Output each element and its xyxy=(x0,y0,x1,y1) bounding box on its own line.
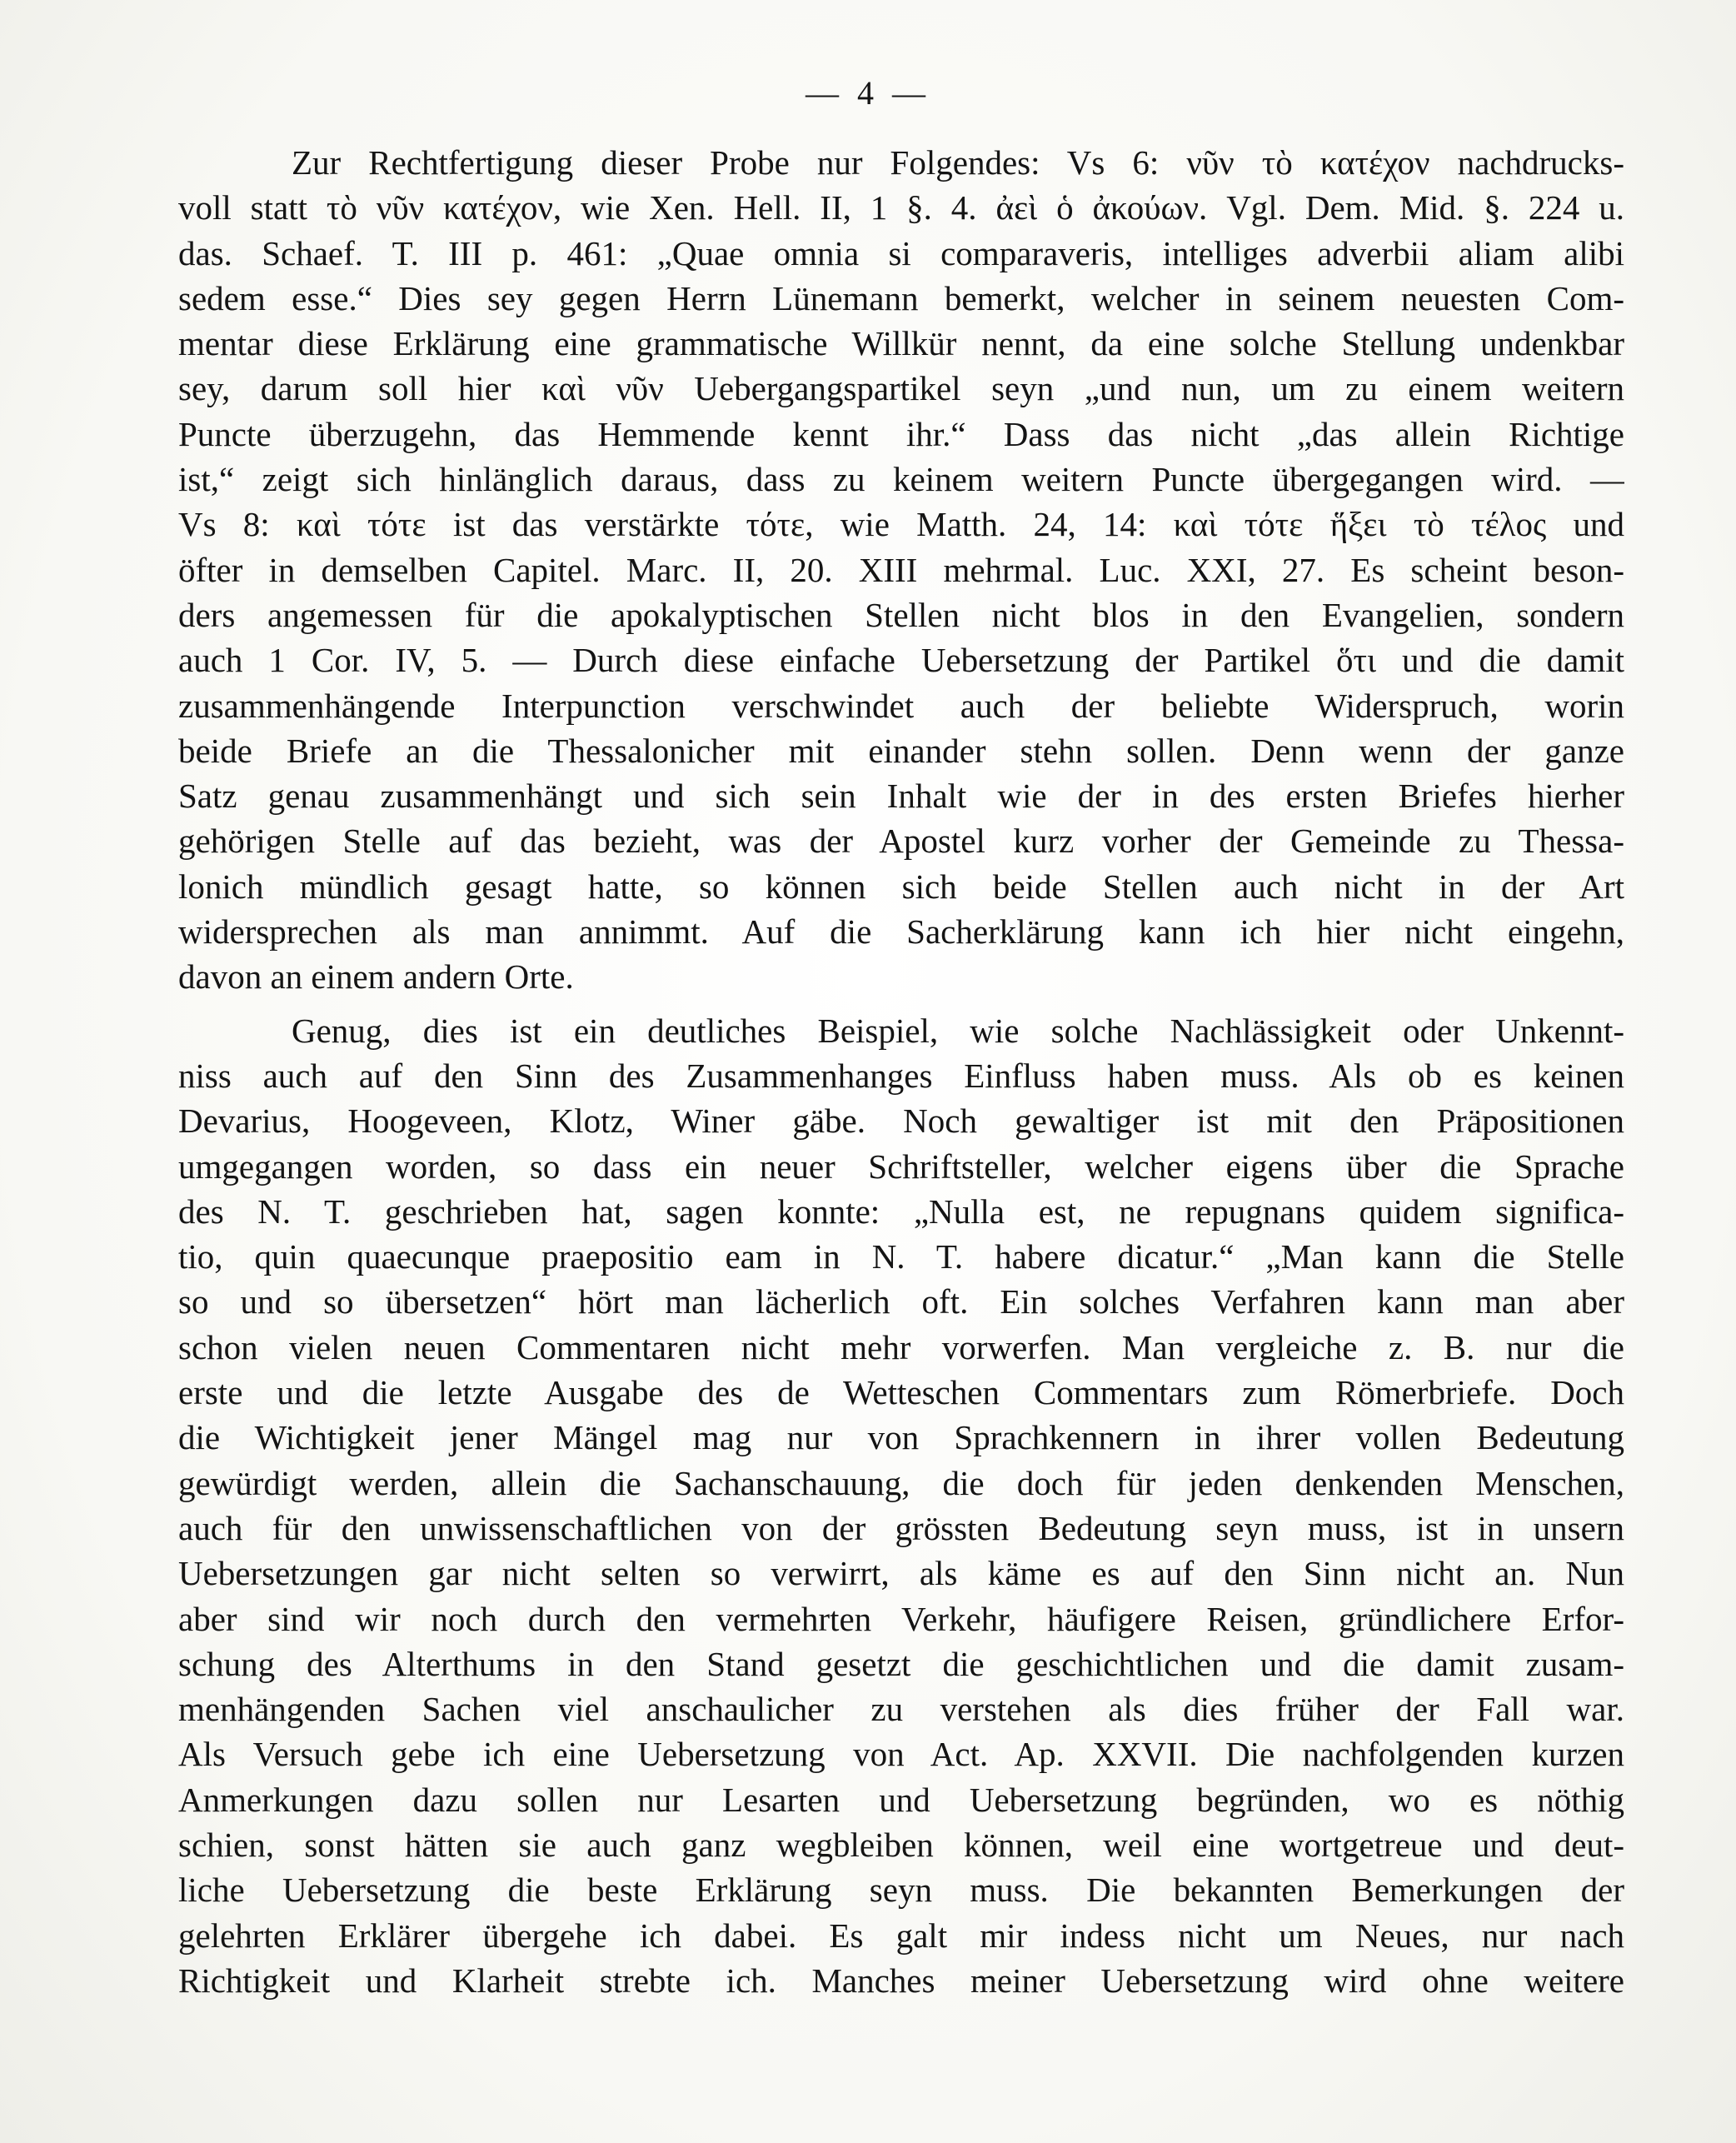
text-line: widersprechen als man annimmt. Auf die Sacherklärung kann ich hier nicht eingehn, xyxy=(178,912,1624,952)
text-line: zusammenhängende Interpunction verschwindet auch der beliebte Widerspruch, worin xyxy=(178,686,1624,725)
text-line: aber sind wir noch durch den vermehrten Verkehr, häufigere Reisen, gründlichere Erfor- xyxy=(178,1599,1624,1638)
text-line: Uebersetzungen gar nicht selten so verwirrt, als käme es auf den Sinn nicht an. Nun xyxy=(178,1554,1624,1593)
text-line: mentar diese Erklärung eine grammatische Willkür nennt, da eine solche Stellung undenkbar xyxy=(178,324,1624,363)
text-line: schon vielen neuen Commentaren nicht mehr vorwerfen. Man vergleiche z. B. nur die xyxy=(178,1327,1624,1366)
text-line: des N. T. geschrieben hat, sagen konnte: „Nulla est, ne repugnans quidem significa- xyxy=(178,1191,1624,1231)
text-line: Genug, dies ist ein deutliches Beispiel, wie solche Nachlässigkeit oder Unkennt- xyxy=(292,1011,1624,1050)
text-line: Vs 8: καὶ τότε ist das verstärkte τότε, wie Matth. 24, 14: καὶ τότε ἥξει τὸ τέλος und xyxy=(178,505,1624,544)
text-line: die Wichtigkeit jener Mängel mag nur von Sprachkennern in ihrer vollen Bedeutung xyxy=(178,1418,1624,1457)
body-text xyxy=(178,140,1624,2003)
text-line: gewürdigt werden, allein die Sachanschauung, die doch für jeden denkenden Menschen, xyxy=(178,1463,1624,1502)
text-line: Zur Rechtfertigung dieser Probe nur Folgendes: Vs 6: νῦν τὸ κατέχον nachdrucks- xyxy=(292,143,1624,182)
text-line: auch 1 Cor. IV, 5. — Durch diese einfache Uebersetzung der Partikel ὅτι und die damit xyxy=(178,641,1624,680)
text-line: schien, sonst hätten sie auch ganz wegbleiben können, weil eine wortgetreue und deut- xyxy=(178,1825,1624,1864)
text-line: menhängenden Sachen viel anschaulicher zu verstehen als dies früher der Fall war. xyxy=(178,1690,1624,1729)
text-line: gehörigen Stelle auf das bezieht, was der Apostel kurz vorher der Gemeinde zu Thessa- xyxy=(178,822,1624,861)
text-line: Puncte überzugehn, das Hemmende kennt ihr.“ Dass das nicht „das allein Richtige xyxy=(178,414,1624,453)
text-line: so und so übersetzen“ hört man lächerlich oft. Ein solches Verfahren kann man aber xyxy=(178,1282,1624,1321)
text-line: umgegangen worden, so dass ein neuer Schriftsteller, welcher eigens über die Sprache xyxy=(178,1146,1624,1186)
text-line: beide Briefe an die Thessalonicher mit einander stehn sollen. Denn wenn der ganze xyxy=(178,731,1624,770)
text-line: öfter in demselben Capitel. Marc. II, 20. XIII mehrmal. Luc. XXI, 27. Es scheint beson- xyxy=(178,550,1624,589)
text-line: lonich mündlich gesagt hatte, so können sich beide Stellen auch nicht in der Art xyxy=(178,867,1624,906)
text-line: Als Versuch gebe ich eine Uebersetzung von Act. Ap. XXVII. Die nachfolgenden kurzen xyxy=(178,1735,1624,1774)
text-line: schung des Alterthums in den Stand gesetzt die geschichtlichen und die damit zusam- xyxy=(178,1644,1624,1683)
text-line: tio, quin quaecunque praepositio eam in N. T. habere dicatur.“ „Man kann die Stelle xyxy=(178,1237,1624,1276)
text-line: ist,“ zeigt sich hinlänglich daraus, dass zu keinem weitern Puncte übergegangen wird. — xyxy=(178,460,1624,499)
text-line: niss auch auf den Sinn des Zusammenhanges Einfluss haben muss. Als ob es keinen xyxy=(178,1056,1624,1095)
text-line: sedem esse.“ Dies sey gegen Herrn Lünemann bemerkt, welcher in seinem neuesten Com- xyxy=(178,278,1624,317)
text-line: sey, darum soll hier καὶ νῦν Uebergangspartikel seyn „und nun, um zu einem weitern xyxy=(178,369,1624,408)
text-line: Anmerkungen dazu sollen nur Lesarten und Uebersetzung begründen, wo es nöthig xyxy=(178,1780,1624,1819)
text-line: erste und die letzte Ausgabe des de Wetteschen Commentars zum Römerbriefe. Doch xyxy=(178,1373,1624,1412)
text-line: voll statt τὸ νῦν κατέχον, wie Xen. Hell. II, 1 §. 4. ἀεὶ ὁ ἀκούων. Vgl. Dem. Mid. §. 224 u. xyxy=(178,188,1624,227)
page-number: — 4 — xyxy=(806,74,930,112)
text-line: das. Schaef. T. III p. 461: „Quae omnia si comparaveris, intelliges adverbii aliam alibi xyxy=(178,233,1624,272)
text-line: davon an einem andern Orte. xyxy=(178,957,574,997)
text-line: ders angemessen für die apokalyptischen Stellen nicht blos in den Evangelien, sondern xyxy=(178,595,1624,634)
text-line: Satz genau zusammenhängt und sich sein Inhalt wie der in des ersten Briefes hierher xyxy=(178,777,1624,816)
text-line: Richtigkeit und Klarheit strebte ich. Manches meiner Uebersetzung wird ohne weitere xyxy=(178,1961,1624,2000)
text-line: gelehrten Erklärer übergehe ich dabei. Es galt mir indess nicht um Neues, nur nach xyxy=(178,1916,1624,1955)
text-line: auch für den unwissenschaftlichen von der grössten Bedeutung seyn muss, ist in unsern xyxy=(178,1508,1624,1547)
text-line: liche Uebersetzung die beste Erklärung seyn muss. Die bekannten Bemerkungen der xyxy=(178,1871,1624,1910)
text-line: Devarius, Hoogeveen, Klotz, Winer gäbe. Noch gewaltiger ist mit den Präpositionen xyxy=(178,1101,1624,1141)
